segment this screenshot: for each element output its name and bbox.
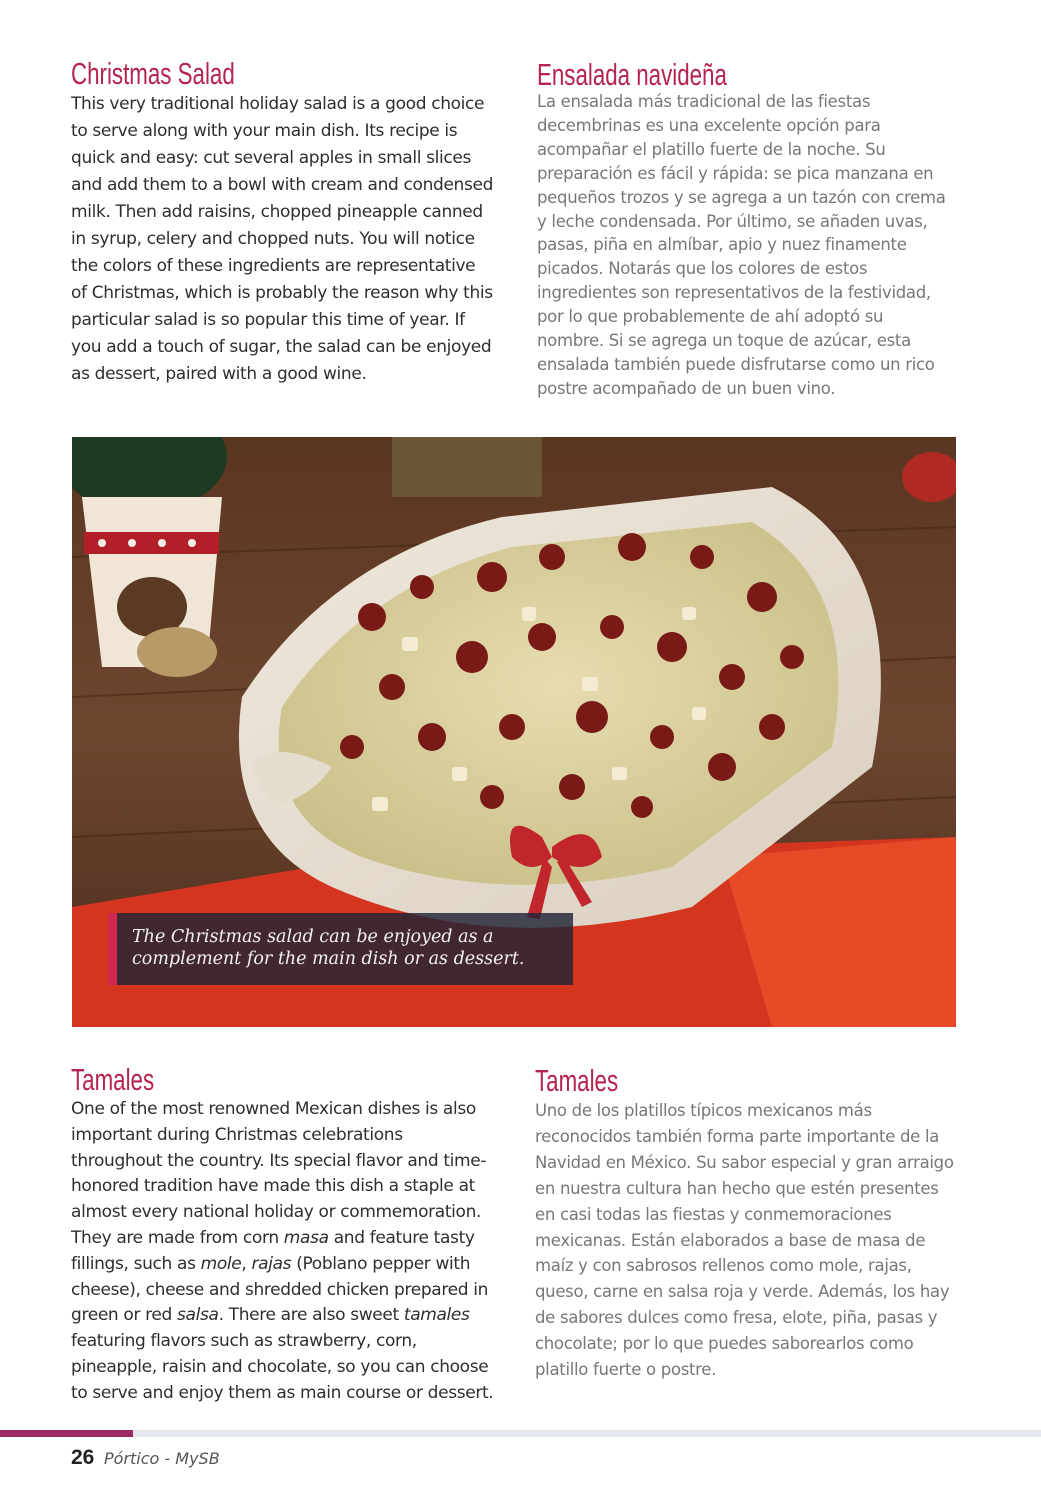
text-run: ,: [241, 1253, 252, 1274]
italic-term: masa: [283, 1227, 329, 1248]
text-run: . There are also sweet: [218, 1305, 404, 1326]
section-tamales-es: [535, 1064, 955, 1383]
text-run: (Poblano pepper with cheese), cheese and shredded chicken prepared in green or red: [71, 1253, 488, 1326]
text-run: This very traditional holiday salad is a good choice to serve along with your main dish. Its recipe is quick and easy: cut several apples in small slices and add them to a bowl with cream and condensed milk. Then add raisins, chopped pineapple canned in syrup, celery and chopped nuts. You will notice the colors of these ingredients are representative of Christmas, which is probably the reason why this particular salad is so popular this time of year. If you add a touch of sugar, the salad can be enjoyed as dessert, paired with a good wine.: [71, 94, 494, 384]
photo-caption-box: [108, 913, 573, 985]
paragraph-ensalada-navidena-es: [537, 90, 954, 401]
section-christmas-salad-en: [71, 57, 496, 388]
section-tamales-en: [71, 1063, 496, 1407]
text-run: One of the most renowned Mexican dishes is also important during Christmas celebrations throughout the country. Its special flavor and time-honored tradition have made this dish a staple at almost every national holiday or commemoration. They are made from corn: [71, 1099, 487, 1248]
caption-accent-bar: [108, 913, 117, 985]
paragraph-christmas-salad-en: [71, 91, 496, 388]
paragraph-tamales-es: [535, 1098, 955, 1383]
footer-rule: [133, 1430, 1041, 1437]
paragraph-tamales-en: [71, 1097, 496, 1407]
text-run: and feature tasty fillings, such as: [71, 1227, 475, 1274]
photo-christmas-salad: [72, 437, 956, 1027]
italic-term: salsa: [177, 1305, 219, 1326]
heading-ensalada-navidena: Ensalada navideña: [537, 57, 727, 92]
footer-accent-rule: [0, 1430, 133, 1437]
text-run: featuring flavors such as strawberry, corn, pineapple, raisin and chocolate, so you can choose to serve and enjoy them as main course or dessert.: [71, 1331, 494, 1403]
heading-tamales-en: Tamales: [71, 1062, 155, 1097]
text-run: Uno de los platillos típicos mexicanos más reconocidos también forma parte importante de la Navidad en México. Su sabor especial y gran arraigo en nuestra cultura han hecho que estén presentes en casi todas las fiestas y conmemoraciones mexicanas. Están elaborados a base de masa de maíz y con sabrosos rellenos como mole, rajas, queso, carne en salsa roja y verde. Además, los hay de sabores dulces como fresa, elote, piña, pasas y chocolate; por lo que puedes saborearlos como platillo fuerte o postre.: [535, 1101, 954, 1380]
italic-term: tamales: [403, 1305, 470, 1326]
photo-caption: The Christmas salad can be enjoyed as a complement for the main dish or as dessert.: [132, 927, 525, 969]
italic-term: rajas: [251, 1253, 292, 1274]
section-ensalada-navidena-es: [537, 58, 954, 401]
page-number: 26: [71, 1446, 95, 1469]
publication-name: Pórtico - MySB: [104, 1449, 220, 1468]
heading-christmas-salad: Christmas Salad: [71, 56, 235, 91]
text-run: La ensalada más tradicional de las fiestas decembrinas es una excelente opción para acompañar el platillo fuerte de la noche. Su preparación es fácil y rápida: se pica manzana en pequeños trozos y se agrega a un tazón con crema y leche condensada. Por último, se añaden uvas, pasas, piña en almíbar, apio y nuez finamente picados. Notarás que los colores de estos ingredientes son representativos de la festividad, por lo que probablemente de ahí adoptó su nombre. Si se agrega un toque de azúcar, esta ensalada también puede disfrutarse como un rico postre acompañado de un buen vino.: [537, 92, 946, 398]
heading-tamales-es: Tamales: [535, 1063, 619, 1098]
italic-term: mole: [200, 1253, 242, 1274]
